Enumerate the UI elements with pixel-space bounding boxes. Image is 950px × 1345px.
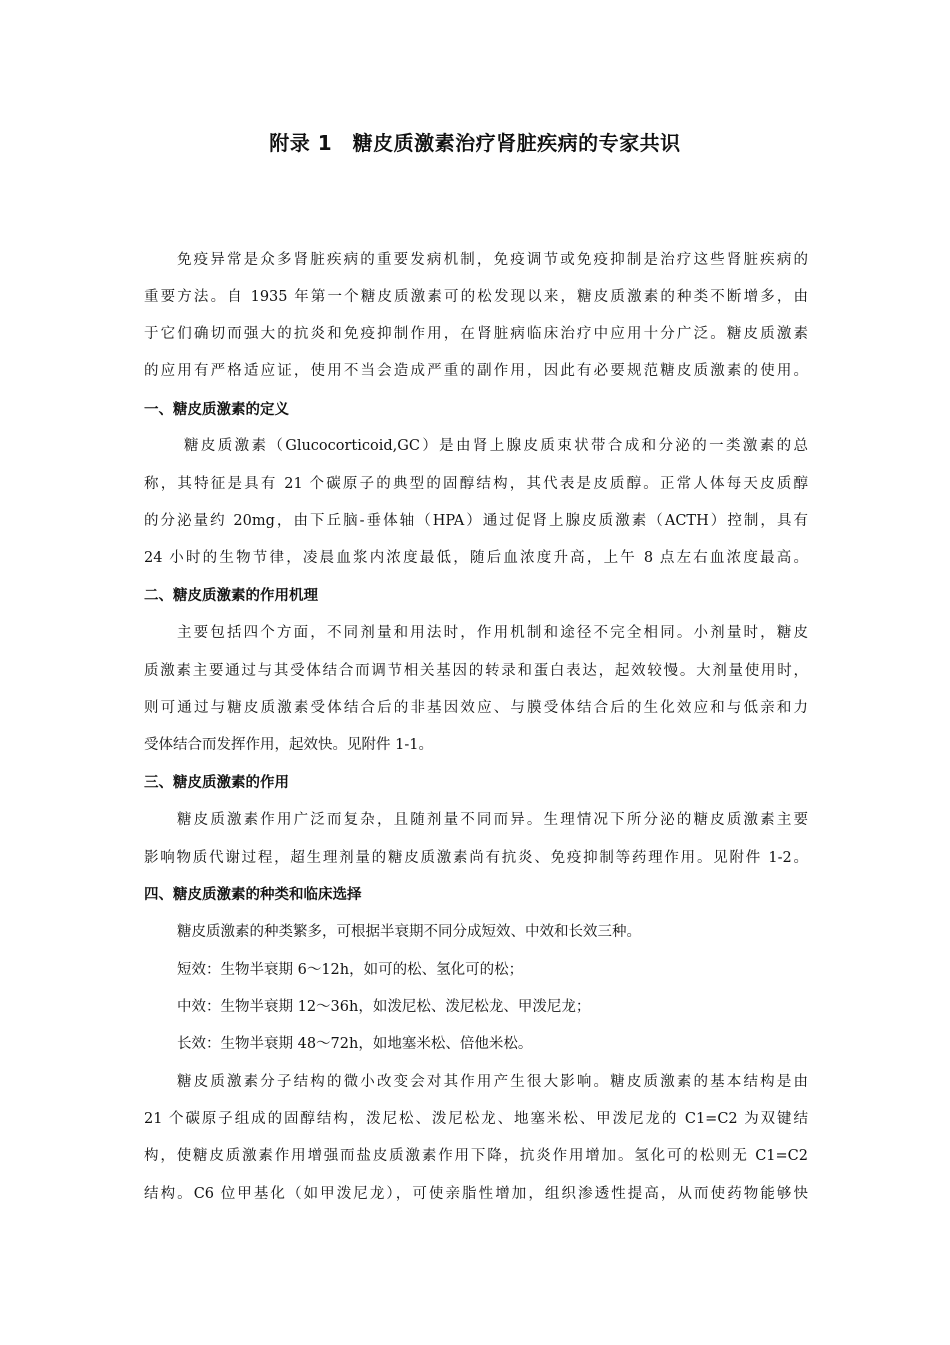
section-heading-mechanism: 二、糖皮质激素的作用机理 <box>144 588 318 604</box>
section1-line-3: 的分泌量约 20mg，由下丘脑-垂体轴（HPA）通过促肾上腺皮质激素（ACTH）控制，具有 <box>144 513 808 529</box>
intro-line-2: 重要方法。自 1935 年第一个糖皮质激素可的松发现以来，糖皮质激素的种类不断增多，由 <box>144 289 808 305</box>
section4-line-intermediate-acting: 中效：生物半衰期 12～36h，如泼尼松、泼尼松龙、甲泼尼龙； <box>177 999 591 1015</box>
section2-line-4: 受体结合而发挥作用，起效快。见附件 1-1。 <box>144 737 433 753</box>
intro-line-3: 于它们确切而强大的抗炎和免疫抑制作用，在肾脏病临床治疗中应用十分广泛。糖皮质激素 <box>144 326 808 342</box>
intro-line-1: 免疫异常是众多肾脏疾病的重要发病机制，免疫调节或免疫抑制是治疗这些肾脏疾病的 <box>177 252 808 268</box>
section1-line-2: 称，其特征是具有 21 个碳原子的典型的固醇结构，其代表是皮质醇。正常人体每天皮质醇 <box>144 476 808 492</box>
section4-line-5: 糖皮质激素分子结构的微小改变会对其作用产生很大影响。糖皮质激素的基本结构是由 <box>177 1074 808 1090</box>
section4-line-6: 21 个碳原子组成的固醇结构，泼尼松、泼尼松龙、地塞米松、甲泼尼龙的 C1=C2 为双键结 <box>144 1111 808 1127</box>
section3-line-2: 影响物质代谢过程，超生理剂量的糖皮质激素尚有抗炎、免疫抑制等药理作用。见附件 1-2。 <box>144 850 808 866</box>
section4-line-7: 构，使糖皮质激素作用增强而盐皮质激素作用下降，抗炎作用增加。氢化可的松则无 C1=C2 <box>144 1148 808 1164</box>
section2-line-3: 则可通过与糖皮质激素受体结合后的非基因效应、与膜受体结合后的生化效应和与低亲和力 <box>144 700 808 716</box>
section4-line-long-acting: 长效：生物半衰期 48～72h，如地塞米松、倍他米松。 <box>177 1036 533 1052</box>
section4-line-short-acting: 短效：生物半衰期 6～12h，如可的松、氢化可的松； <box>177 962 524 978</box>
section3-line-1: 糖皮质激素作用广泛而复杂，且随剂量不同而异。生理情况下所分泌的糖皮质激素主要 <box>177 812 808 828</box>
section4-line-1: 糖皮质激素的种类繁多，可根据半衰期不同分成短效、中效和长效三种。 <box>177 924 641 940</box>
section2-line-1: 主要包括四个方面，不同剂量和用法时，作用机制和途径不完全相同。小剂量时，糖皮 <box>177 625 808 641</box>
section-heading-types: 四、糖皮质激素的种类和临床选择 <box>144 887 362 903</box>
intro-line-4: 的应用有严格适应证，使用不当会造成严重的副作用，因此有必要规范糖皮质激素的使用。 <box>144 363 808 379</box>
section1-line-1: 糖皮质激素（Glucocorticoid,GC）是由肾上腺皮质束状带合成和分泌的一类激素的总 <box>184 438 808 454</box>
section1-line-4: 24 小时的生物节律，凌晨血浆内浓度最低，随后血浓度升高，上午 8 点左右血浓度最高。 <box>144 550 809 566</box>
section-heading-definition: 一、糖皮质激素的定义 <box>144 402 289 418</box>
section-heading-effects: 三、糖皮质激素的作用 <box>144 775 289 791</box>
section4-line-8: 结构。C6 位甲基化（如甲泼尼龙），可使亲脂性增加，组织渗透性提高，从而使药物能够快 <box>144 1186 808 1202</box>
section2-line-2: 质激素主要通过与其受体结合而调节相关基因的转录和蛋白表达，起效较慢。大剂量使用时， <box>144 663 808 679</box>
page-title: 附录 1 糖皮质激素治疗肾脏疾病的专家共识 <box>269 131 681 155</box>
